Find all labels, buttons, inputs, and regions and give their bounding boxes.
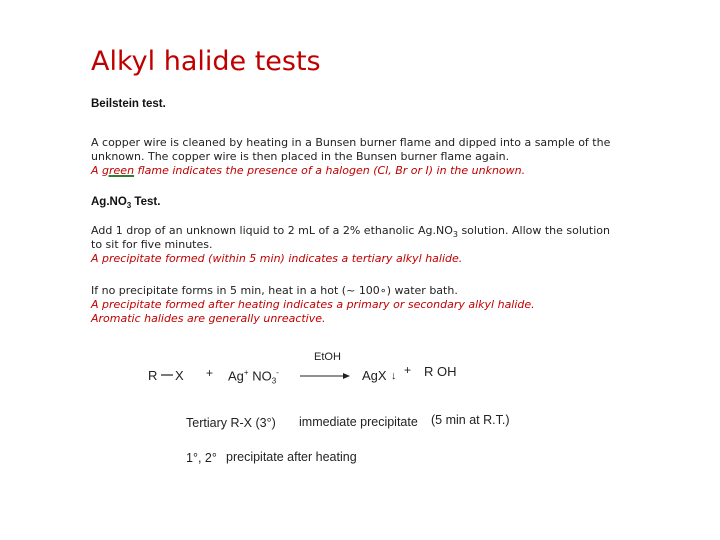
silver-ion: Ag (228, 368, 244, 384)
nitrate-ion: NO (252, 368, 272, 384)
nitrate-subscript: 3 (271, 376, 277, 386)
beilstein-conclusion-post: flame indicates the presence of a halogen (Cl, Br or I) in the unknown. (134, 164, 526, 177)
agno3-p2-line-1: If no precipitate forms in 5 min, heat in a hot (~ 100∘) water bath. (91, 284, 458, 297)
beilstein-line-1: A copper wire is cleaned by heating in a Bunsen burner flame and dipped into a sample of the (91, 136, 611, 149)
reactant-x: X (175, 368, 184, 383)
agno3-p1-line-1-pre: Add 1 drop of an unknown liquid to 2 mL of a 2% ethanolic Ag.NO (91, 224, 453, 237)
nitrate-charge: - (276, 368, 279, 377)
green-word: green (102, 164, 135, 177)
reaction-arrow-icon (300, 372, 350, 380)
agno3-paragraph-1 (91, 224, 671, 266)
page-title: Alkyl halide tests (91, 46, 321, 77)
tertiary-result: immediate precipitate (299, 415, 418, 429)
primary-secondary-label: 1°, 2° (186, 451, 217, 465)
reaction-figure (140, 346, 540, 476)
product-agx: AgX (362, 368, 387, 383)
solvent-label: EtOH (314, 351, 341, 363)
plus-sign-2: + (404, 363, 412, 377)
single-bond-icon (161, 373, 173, 377)
reactant-r: R (148, 368, 158, 383)
agno3-p1-line-1-sub: 3 (452, 230, 458, 239)
agno3-heading (91, 196, 160, 208)
beilstein-line-2: unknown. The copper wire is then placed in the Bunsen burner flame again. (91, 150, 510, 163)
silver-nitrate (228, 368, 279, 386)
primary-secondary-result: precipitate after heating (226, 450, 357, 464)
silver-charge: + (243, 368, 249, 377)
agno3-heading-sub: 3 (126, 201, 132, 210)
beilstein-heading: Beilstein test. (91, 98, 166, 110)
beilstein-conclusion-pre: A (91, 164, 103, 177)
agno3-p1-conclusion: A precipitate formed (within 5 min) indicates a tertiary alkyl halide. (91, 252, 463, 265)
agno3-heading-pre: Ag.NO (91, 196, 127, 208)
agno3-p1-line-1-post: solution. Allow the solution (457, 224, 610, 237)
agno3-heading-post: Test. (131, 196, 161, 208)
beilstein-paragraph (91, 136, 671, 178)
tertiary-label: Tertiary R-X (3°) (186, 416, 276, 430)
agno3-p1-line-2: to sit for five minutes. (91, 238, 213, 251)
agno3-p1-line-1 (91, 224, 671, 238)
precipitate-arrow-icon: ↓ (391, 370, 397, 382)
product-roh: R OH (424, 364, 457, 379)
beilstein-conclusion (91, 164, 671, 178)
tertiary-note: (5 min at R.T.) (431, 413, 510, 427)
agno3-p2-conclusion-1: A precipitate formed after heating indicates a primary or secondary alkyl halide. (91, 298, 535, 311)
plus-sign-1: + (206, 366, 214, 380)
agno3-paragraph-2 (91, 284, 671, 326)
agno3-p2-conclusion-2: Aromatic halides are generally unreactive. (91, 312, 326, 325)
